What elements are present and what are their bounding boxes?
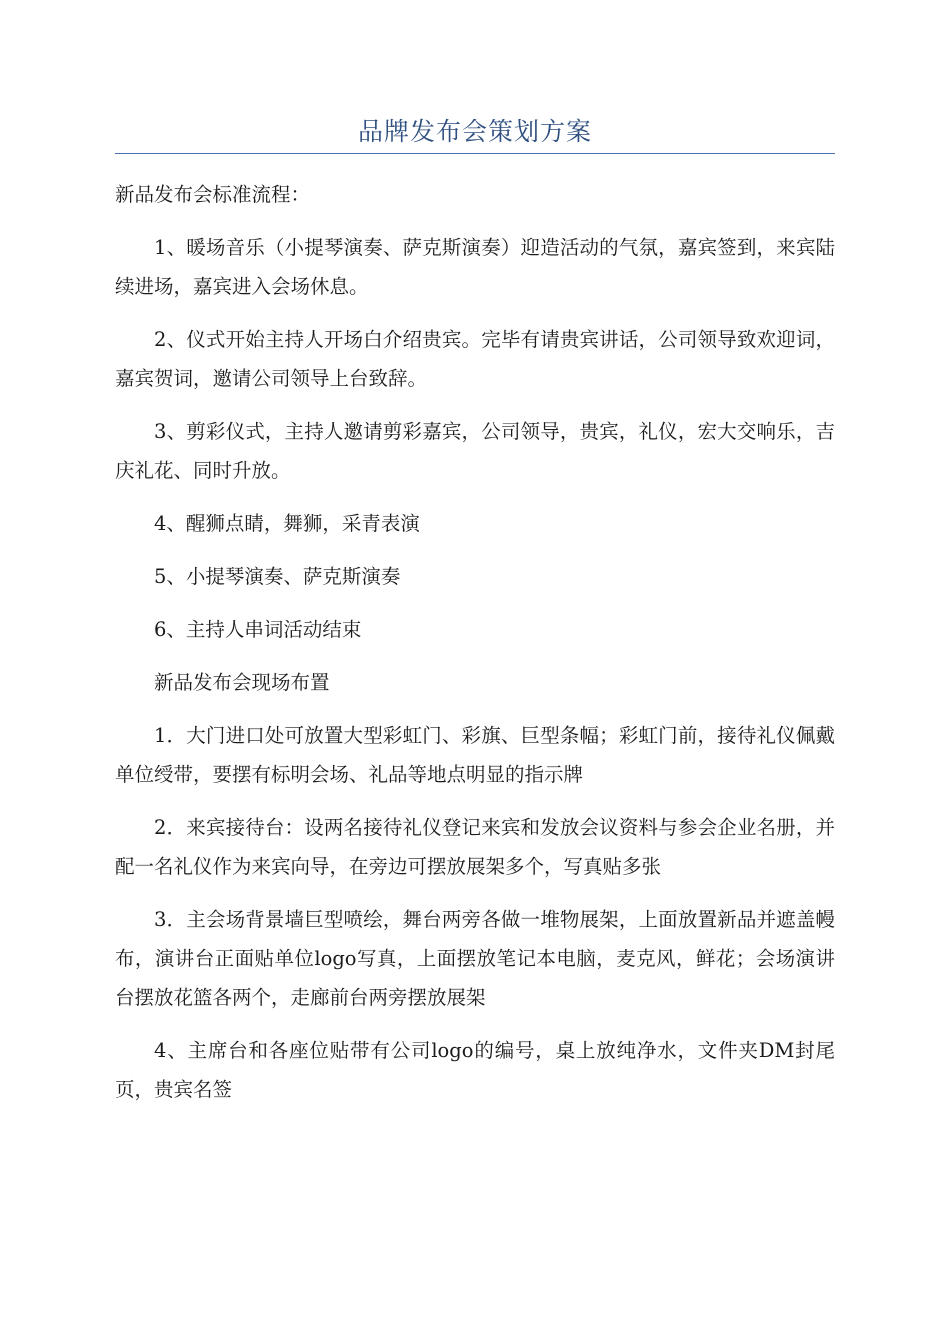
paragraph-6: 5、小提琴演奏、萨克斯演奏 (154, 565, 401, 588)
paragraph-2: 1、暖场音乐（小提琴演奏、萨克斯演奏）迎造活动的气氛，嘉宾签到，来宾陆续进场，嘉宾进入会场休息。 (115, 236, 835, 298)
paragraph-9: 1．大门进口处可放置大型彩虹门、彩旗、巨型条幅；彩虹门前，接待礼仪佩戴单位绶带，要摆有标明会场、礼品等地点明显的指示牌 (115, 724, 835, 786)
paragraph-8: 新品发布会现场布置 (154, 671, 330, 694)
paragraph-11: 3．主会场背景墙巨型喷绘，舞台两旁各做一堆物展架，上面放置新品并遮盖幔布，演讲台正面贴单位logo写真，上面摆放笔记本电脑，麦克风，鲜花；会场演讲台摆放花篮各两个，走廊前台两旁摆放展架 (115, 908, 835, 1009)
paragraph-7: 6、主持人串词活动结束 (154, 618, 362, 641)
document-title: 品牌发布会策划方案 (357, 117, 592, 146)
title-underline (115, 153, 835, 154)
document-body (115, 175, 835, 1123)
paragraph-4: 3、剪彩仪式，主持人邀请剪彩嘉宾，公司领导，贵宾，礼仪，宏大交响乐，吉庆礼花、同时升放。 (115, 420, 835, 482)
paragraph-3: 2、仪式开始主持人开场白介绍贵宾。完毕有请贵宾讲话，公司领导致欢迎词，嘉宾贺词，邀请公司领导上台致辞。 (115, 328, 835, 390)
paragraph-5: 4、醒狮点睛，舞狮，采青表演 (154, 512, 420, 535)
paragraph-12: 4、主席台和各座位贴带有公司logo的编号，桌上放纯净水，文件夹DM封尾页，贵宾名签 (115, 1039, 835, 1101)
paragraph-10: 2．来宾接待台：设两名接待礼仪登记来宾和发放会议资料与参会企业名册，并配一名礼仪作为来宾向导，在旁边可摆放展架多个，写真贴多张 (115, 816, 835, 878)
paragraph-1: 新品发布会标准流程： (115, 183, 311, 206)
